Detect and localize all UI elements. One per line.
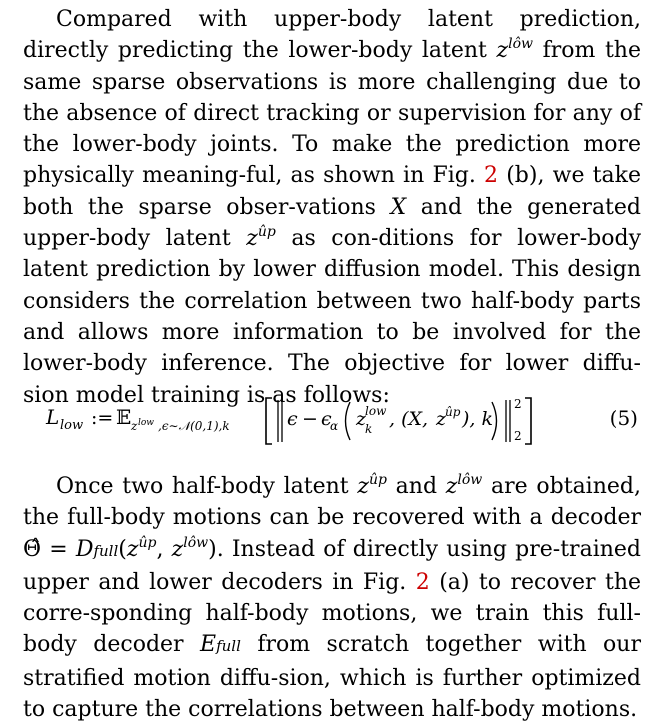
variable-x: X (390, 194, 407, 220)
theta-hat-symbol: Θ̂ (23, 536, 42, 562)
decoder-arg-up (126, 534, 157, 562)
z-low-base: z (496, 38, 509, 64)
eq-zk: z (356, 408, 367, 430)
p2-text-d: . Instead of directly using pre-trained upper and lower decoders in Fig. (23, 536, 642, 595)
eq-args-mid: , (X, (389, 408, 429, 430)
decoder-arg-low-sup: lôw (183, 534, 209, 551)
p2-text-c: are obtained, the full-body motions can be recovered with a decoder (23, 474, 641, 531)
equation-svg (44, 388, 604, 448)
p2-comma: , (156, 536, 172, 562)
decoder-arg-up-base: z (126, 536, 139, 562)
p2-paren-close: ) (208, 536, 217, 562)
p1-text-d: and the generated upper-body latent (23, 194, 642, 252)
eq-expect-sub-rest: ,ϵ∼𝒩(0,1),k (158, 419, 230, 433)
z-up-superscript: ûp (257, 224, 276, 241)
p2-paren-open: ( (118, 536, 127, 562)
eq-zk-sup: low (365, 404, 387, 418)
z-low-base-2: z (445, 474, 458, 499)
eq-epsilon: ϵ (287, 408, 298, 430)
z-up-base-2: z (357, 474, 369, 499)
p1-text-c: (b), we take both the sparse obser-vations (23, 163, 641, 220)
z-up-symbol (246, 226, 276, 251)
eq-zup: z (436, 408, 447, 430)
eq-expect-sub-z: z (131, 419, 138, 433)
decoder-base: D (75, 536, 94, 562)
equation-5 (44, 388, 642, 448)
eq-expectation: 𝔼 (116, 405, 132, 429)
decoder-arg-up-sup: ûp (138, 534, 157, 551)
eq-args-end: ), k (462, 408, 494, 430)
eq-left-paren (346, 402, 351, 440)
decoder-arg-low (171, 534, 209, 562)
eq-right-bracket (525, 398, 531, 444)
eq-epsilon-alpha: ϵ (321, 408, 332, 430)
p1-text-a: Compared with upper-body latent prediction, directly predicting the lower-body latent (23, 7, 641, 64)
p2-equals: = (41, 536, 76, 562)
paragraph-1-text (23, 4, 641, 411)
figure-reference-link[interactable]: 2 (484, 163, 499, 189)
eq-expect-sub-sup: low (138, 418, 155, 428)
z-up-superscript-2: ûp (368, 472, 387, 488)
eq-norm-sup: 2 (514, 397, 522, 411)
paragraph-2-text (23, 471, 641, 725)
encoder-base: E (200, 632, 217, 658)
p1-text-e: as con-ditions for lower-body latent prediction by lower diffusion model. This design considers the correlation between two half-body parts and allows more information to be involved for the lower-body inference. The objective for lower diffu-sion model training is as follows: (23, 226, 641, 408)
z-low-superscript-2: lôw (457, 472, 483, 488)
p1-text-b: from the same sparse observations is more challenging due to the absence of direct tracking or supervision for any of the lower-body joints. To make the prediction more physically meaning-ful, as shown in Fig. (23, 38, 641, 189)
eq-lhs-subscript: low (60, 418, 84, 433)
z-low-superscript: lôw (508, 36, 533, 53)
eq-minus: − (302, 408, 318, 430)
eq-norm-sub: 2 (514, 429, 522, 443)
decoder-symbol (76, 537, 118, 562)
eq-zup-sup: ûp (445, 405, 461, 419)
eq-zk-sub: k (365, 422, 373, 436)
encoder-subscript: full (216, 637, 241, 656)
p2-text-b: and (386, 474, 446, 499)
z-up-symbol-2 (357, 474, 387, 499)
p2-text-f: from scratch together with our stratified motion diffu-sion, which is further optimized to capture the correlations between half-body motions. (23, 632, 641, 723)
eq-assign: := (91, 407, 114, 429)
equation-number: (5) (609, 406, 638, 430)
encoder-symbol (200, 632, 241, 657)
decoder-arg-low-base: z (171, 536, 184, 562)
z-low-symbol (497, 38, 533, 63)
paragraph-lower-body-prediction (23, 4, 641, 411)
paragraph-full-body-decoder (23, 471, 641, 725)
figure-reference-link-2[interactable]: 2 (415, 569, 430, 595)
decoder-subscript: full (93, 541, 119, 560)
eq-lhs: L (46, 405, 60, 429)
eq-left-bracket (266, 398, 272, 444)
p2-text-e: (a) to recover the corre-sponding half-body motions, we train this full-body decoder (23, 569, 642, 658)
eq-alpha-subscript: α (330, 419, 339, 433)
p2-text-a: Once two half-body latent (56, 474, 358, 499)
z-up-base: z (246, 226, 258, 252)
z-low-symbol-2 (446, 474, 482, 499)
